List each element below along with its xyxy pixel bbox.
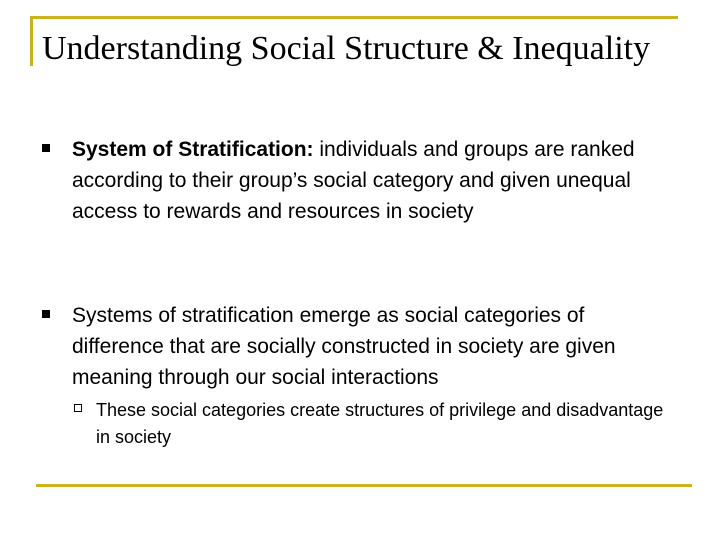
bullet-item [42,134,678,227]
bullet-text [72,134,678,227]
square-bullet-icon [42,144,50,152]
bottom-accent-rule [36,484,692,487]
sub-bullet-item [70,397,670,451]
top-accent-rule [30,16,678,19]
slide-title: Understanding Social Structure & Inequality [42,30,651,67]
sub-bullet-text: These social categories create structures of privilege and disadvantage in society [96,400,664,447]
hollow-square-bullet-icon [74,404,82,412]
bullet-term: System of Stratification: [72,138,314,161]
bullet-text: Systems of stratification emerge as social categories of difference that are socially constructed in society are given meaning through our social interactions [72,304,616,389]
square-bullet-icon [42,310,50,318]
left-accent-rule [30,16,33,66]
bullet-item [42,300,678,393]
bullet-description: individuals and groups are ranked according to their group’s social category and given unequal access to rewards and resources in society [72,138,635,223]
